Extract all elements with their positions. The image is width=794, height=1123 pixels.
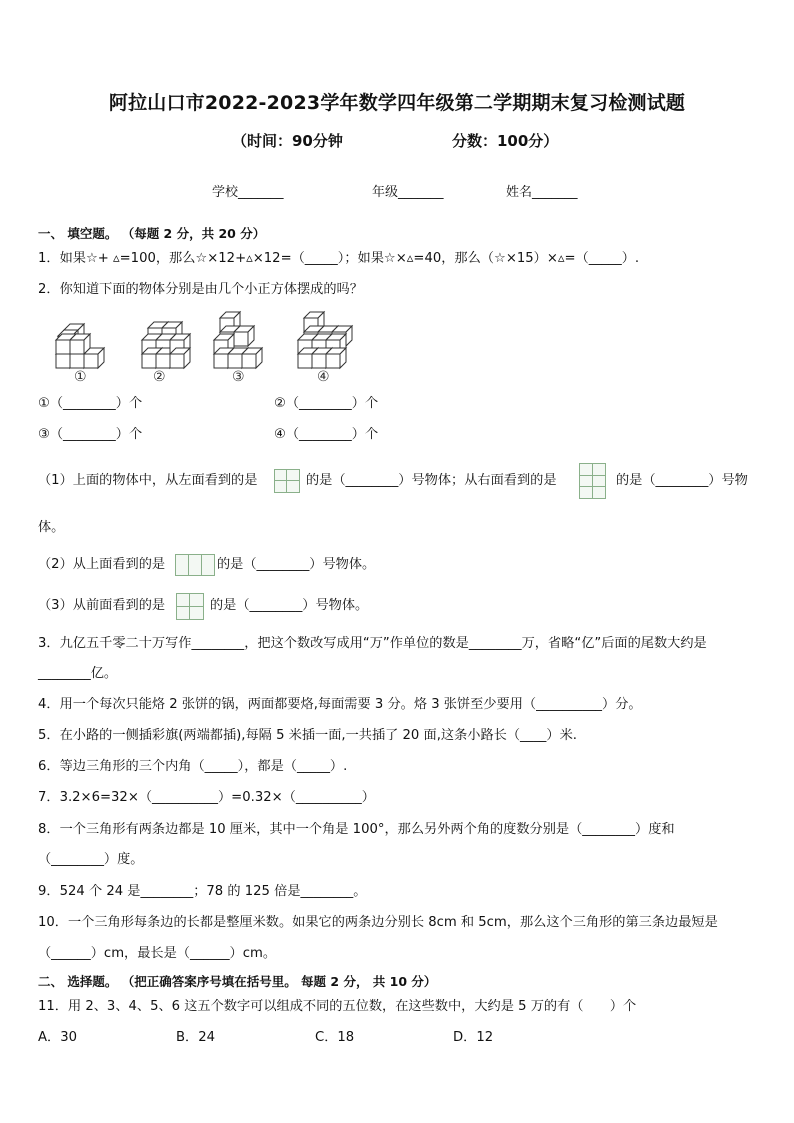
small-cube <box>170 348 190 368</box>
grade-field[interactable]: 年级_______ <box>372 185 444 200</box>
answer-figure-4[interactable]: ④（________）个 <box>274 427 379 442</box>
figure-4 <box>298 312 352 368</box>
subq-1-text-c: 的是（________）号物 <box>616 473 748 488</box>
question-2: 2．你知道下面的物体分别是由几个小正方体摆成的吗？ <box>38 282 363 297</box>
question-4: 4．用一个每次只能烙 2 张饼的锅，两面都要烙,每面需要 3 分。烙 3 张饼至少要用（__________）分。 <box>38 697 642 712</box>
question-8-line-2: （________）度。 <box>38 852 144 867</box>
view-grid-right <box>579 463 606 499</box>
question-5: 5．在小路的一侧插彩旗(两端都插),每隔 5 米插一面,一共插了 20 面,这条小路长（____）米. <box>38 728 577 743</box>
small-cube <box>234 326 254 346</box>
school-field[interactable]: 学校_______ <box>212 185 284 200</box>
exam-score: 分数：100分） <box>452 132 559 150</box>
question-3-line-1: 3．九亿五千零二十万写作________，把这个数改写成用“万”作单位的数是________万，省略“亿”后面的尾数大约是 <box>38 636 707 651</box>
subq-1-text-d: 体。 <box>38 520 65 535</box>
question-1: 1．如果☆+ ▵=100，那么☆×12+▵×12=（_____）；如果☆×▵=40，那么（☆×15）×▵=（_____）. <box>38 251 640 266</box>
name-field[interactable]: 姓名_______ <box>506 185 578 200</box>
small-cube <box>70 334 90 354</box>
subq-3-text-a: （3）从前面看到的是 <box>38 598 166 613</box>
question-7: 7．3.2×6=32×（__________）=0.32×（__________） <box>38 790 375 805</box>
view-grid-left <box>274 469 300 493</box>
view-grid-front <box>176 593 204 620</box>
figure-4-label: ④ <box>317 369 330 385</box>
section-2-heading: 二、 选择题。 （把正确答案序号填在括号里。 每题 2 分， 共 10 分） <box>38 974 437 989</box>
option-b[interactable]: B．24 <box>176 1030 216 1045</box>
section-1-heading: 一、 填空题。 （每题 2 分，共 20 分） <box>38 226 266 241</box>
small-cube <box>326 348 346 368</box>
question-3-line-2: ________亿。 <box>38 666 118 681</box>
question-10-line-1: 10．一个三角形每条边的长都是整厘米数。如果它的两条边分别长 8cm 和 5cm，那么这个三角形的第三条边最短是 <box>38 915 718 930</box>
subq-1-text-b: 的是（________）号物体；从右面看到的是 <box>306 473 557 488</box>
subq-1-text-a: （1）上面的物体中，从左面看到的是 <box>38 473 258 488</box>
answer-figure-3[interactable]: ③（________）个 <box>38 427 143 442</box>
figure-2-label: ② <box>153 369 166 385</box>
question-9: 9．524 个 24 是________；78 的 125 倍是________。 <box>38 884 367 899</box>
figure-2 <box>142 322 190 368</box>
question-8-line-1: 8．一个三角形有两条边都是 10 厘米，其中一个角是 100°，那么另外两个角的度数分别是（________）度和 <box>38 822 675 837</box>
figure-3 <box>214 312 262 368</box>
question-11: 11．用 2、3、4、5、6 这五个数字可以组成不同的五位数，在这些数中，大约是 5 万的有（ ）个 <box>38 999 637 1014</box>
view-grid-top <box>175 554 215 576</box>
figure-3-label: ③ <box>232 369 245 385</box>
option-d[interactable]: D．12 <box>453 1030 494 1045</box>
small-cube <box>242 348 262 368</box>
page-title: 阿拉山口市2022-2023学年数学四年级第二学期期末复习检测试题 <box>108 92 686 114</box>
answer-figure-1[interactable]: ①（________）个 <box>38 396 143 411</box>
subq-3-text-b: 的是（________）号物体。 <box>210 598 369 613</box>
figure-1 <box>56 324 104 368</box>
option-a[interactable]: A．30 <box>38 1030 77 1045</box>
question-6: 6．等边三角形的三个内角（_____），都是（_____）. <box>38 759 348 774</box>
option-c[interactable]: C．18 <box>315 1030 355 1045</box>
question-10-line-2: （______）cm，最长是（______）cm。 <box>38 946 277 961</box>
answer-figure-2[interactable]: ②（________）个 <box>274 396 379 411</box>
figure-1-label: ① <box>74 369 87 385</box>
subq-2-text-a: （2）从上面看到的是 <box>38 557 166 572</box>
subq-2-text-b: 的是（________）号物体。 <box>217 557 376 572</box>
exam-time: （时间：90分钟 <box>232 132 343 150</box>
